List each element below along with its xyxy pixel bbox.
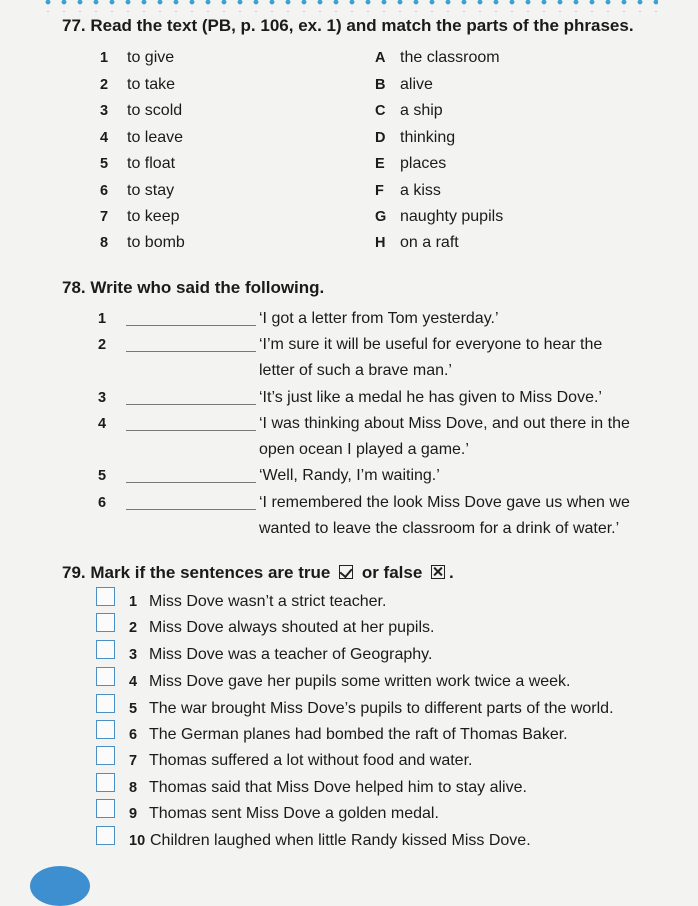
exercise-77-heading: 77. Read the text (PB, p. 106, ex. 1) and match the parts of the phrases. xyxy=(62,16,634,35)
left-item-phrase: to keep xyxy=(127,208,180,225)
answer-blank-line[interactable] xyxy=(126,325,256,326)
decorative-dot-border xyxy=(40,0,658,12)
sentence-number: 3 xyxy=(129,647,138,663)
left-item-number: 7 xyxy=(100,209,109,225)
quote-text: ‘It’s just like a medal he has given to Miss Dove.’ xyxy=(259,389,602,406)
left-item-phrase: to bomb xyxy=(127,234,185,251)
checked-box-icon xyxy=(339,565,353,579)
sentence-number: 9 xyxy=(129,806,138,822)
exercise-79-heading-end: . xyxy=(449,563,454,582)
left-item-number: 1 xyxy=(100,50,109,66)
sentence-text: Children laughed when little Randy kissed Miss Dove. xyxy=(150,832,531,849)
exercise-79-heading-start: 79. Mark if the sentences are true xyxy=(62,563,331,582)
exercise-79-heading xyxy=(62,563,454,583)
right-item-phrase: a kiss xyxy=(400,182,441,199)
true-false-checkbox[interactable] xyxy=(96,826,115,845)
quote-number: 5 xyxy=(98,468,107,484)
left-item-phrase: to scold xyxy=(127,102,183,119)
true-false-checkbox[interactable] xyxy=(96,746,115,765)
quote-number: 6 xyxy=(98,495,107,511)
exercise-78-heading: 78. Write who said the following. xyxy=(62,278,325,297)
quote-number: 1 xyxy=(98,311,107,327)
left-item-phrase: to give xyxy=(127,49,175,66)
quote-text: open ocean I played a game.’ xyxy=(259,441,469,458)
right-item-letter: A xyxy=(375,50,386,66)
true-false-checkbox[interactable] xyxy=(96,667,115,686)
sentence-number: 2 xyxy=(129,620,138,636)
right-item-phrase: alive xyxy=(400,76,433,93)
left-item-number: 3 xyxy=(100,103,109,119)
quote-text: ‘I got a letter from Tom yesterday.’ xyxy=(259,310,499,327)
left-item-phrase: to float xyxy=(127,155,176,172)
right-item-letter: E xyxy=(375,156,385,172)
left-item-number: 8 xyxy=(100,235,109,251)
true-false-checkbox[interactable] xyxy=(96,799,115,818)
right-item-phrase: naughty pupils xyxy=(400,208,504,225)
sentence-text: Thomas sent Miss Dove a golden medal. xyxy=(149,805,439,822)
quote-text: ‘I remembered the look Miss Dove gave us when we xyxy=(259,494,630,511)
quote-number: 2 xyxy=(98,337,107,353)
true-false-checkbox[interactable] xyxy=(96,613,115,632)
quote-text: letter of such a brave man.’ xyxy=(259,362,452,379)
answer-blank-line[interactable] xyxy=(126,351,256,352)
right-item-phrase: on a raft xyxy=(400,234,459,251)
quote-number: 4 xyxy=(98,416,107,432)
answer-blank-line[interactable] xyxy=(126,509,256,510)
right-item-letter: F xyxy=(375,183,384,199)
true-false-checkbox[interactable] xyxy=(96,720,115,739)
left-item-phrase: to stay xyxy=(127,182,175,199)
right-item-letter: H xyxy=(375,235,386,251)
sentence-text: Miss Dove wasn’t a strict teacher. xyxy=(149,593,387,610)
left-item-number: 2 xyxy=(100,77,109,93)
quote-text: wanted to leave the classroom for a drink of water.’ xyxy=(259,520,620,537)
exercise-79-heading-mid: or false xyxy=(361,563,423,582)
true-false-checkbox[interactable] xyxy=(96,694,115,713)
crossed-box-icon xyxy=(431,565,445,579)
decorative-corner-shape xyxy=(30,866,90,906)
right-item-letter: D xyxy=(375,130,386,146)
quote-text: ‘I was thinking about Miss Dove, and out there in the xyxy=(259,415,630,432)
sentence-number: 8 xyxy=(129,780,138,796)
sentence-text: Thomas suffered a lot without food and water. xyxy=(149,752,473,769)
sentence-number: 10 xyxy=(129,833,146,849)
right-item-phrase: a ship xyxy=(400,102,443,119)
sentence-number: 5 xyxy=(129,701,138,717)
sentence-number: 1 xyxy=(129,594,138,610)
right-item-phrase: the classroom xyxy=(400,49,500,66)
sentence-text: Thomas said that Miss Dove helped him to stay alive. xyxy=(149,779,527,796)
answer-blank-line[interactable] xyxy=(126,430,256,431)
quote-text: ‘I’m sure it will be useful for everyone to hear the xyxy=(259,336,603,353)
sentence-text: The war brought Miss Dove’s pupils to different parts of the world. xyxy=(149,700,614,717)
sentence-number: 4 xyxy=(129,674,138,690)
right-item-letter: C xyxy=(375,103,386,119)
answer-blank-line[interactable] xyxy=(126,404,256,405)
answer-blank-line[interactable] xyxy=(126,482,256,483)
left-item-phrase: to take xyxy=(127,76,176,93)
sentence-number: 6 xyxy=(129,727,138,743)
sentence-text: Miss Dove gave her pupils some written work twice a week. xyxy=(149,673,571,690)
true-false-checkbox[interactable] xyxy=(96,587,115,606)
sentence-text: The German planes had bombed the raft of Thomas Baker. xyxy=(149,726,568,743)
quote-text: ‘Well, Randy, I’m waiting.’ xyxy=(259,467,440,484)
true-false-checkbox[interactable] xyxy=(96,773,115,792)
right-item-letter: B xyxy=(375,77,386,93)
quote-number: 3 xyxy=(98,390,107,406)
right-item-letter: G xyxy=(375,209,387,225)
right-item-phrase: places xyxy=(400,155,447,172)
right-item-phrase: thinking xyxy=(400,129,456,146)
left-item-phrase: to leave xyxy=(127,129,184,146)
sentence-number: 7 xyxy=(129,753,138,769)
left-item-number: 4 xyxy=(100,130,109,146)
sentence-text: Miss Dove was a teacher of Geography. xyxy=(149,646,433,663)
sentence-text: Miss Dove always shouted at her pupils. xyxy=(149,619,435,636)
left-item-number: 6 xyxy=(100,183,109,199)
true-false-checkbox[interactable] xyxy=(96,640,115,659)
left-item-number: 5 xyxy=(100,156,109,172)
